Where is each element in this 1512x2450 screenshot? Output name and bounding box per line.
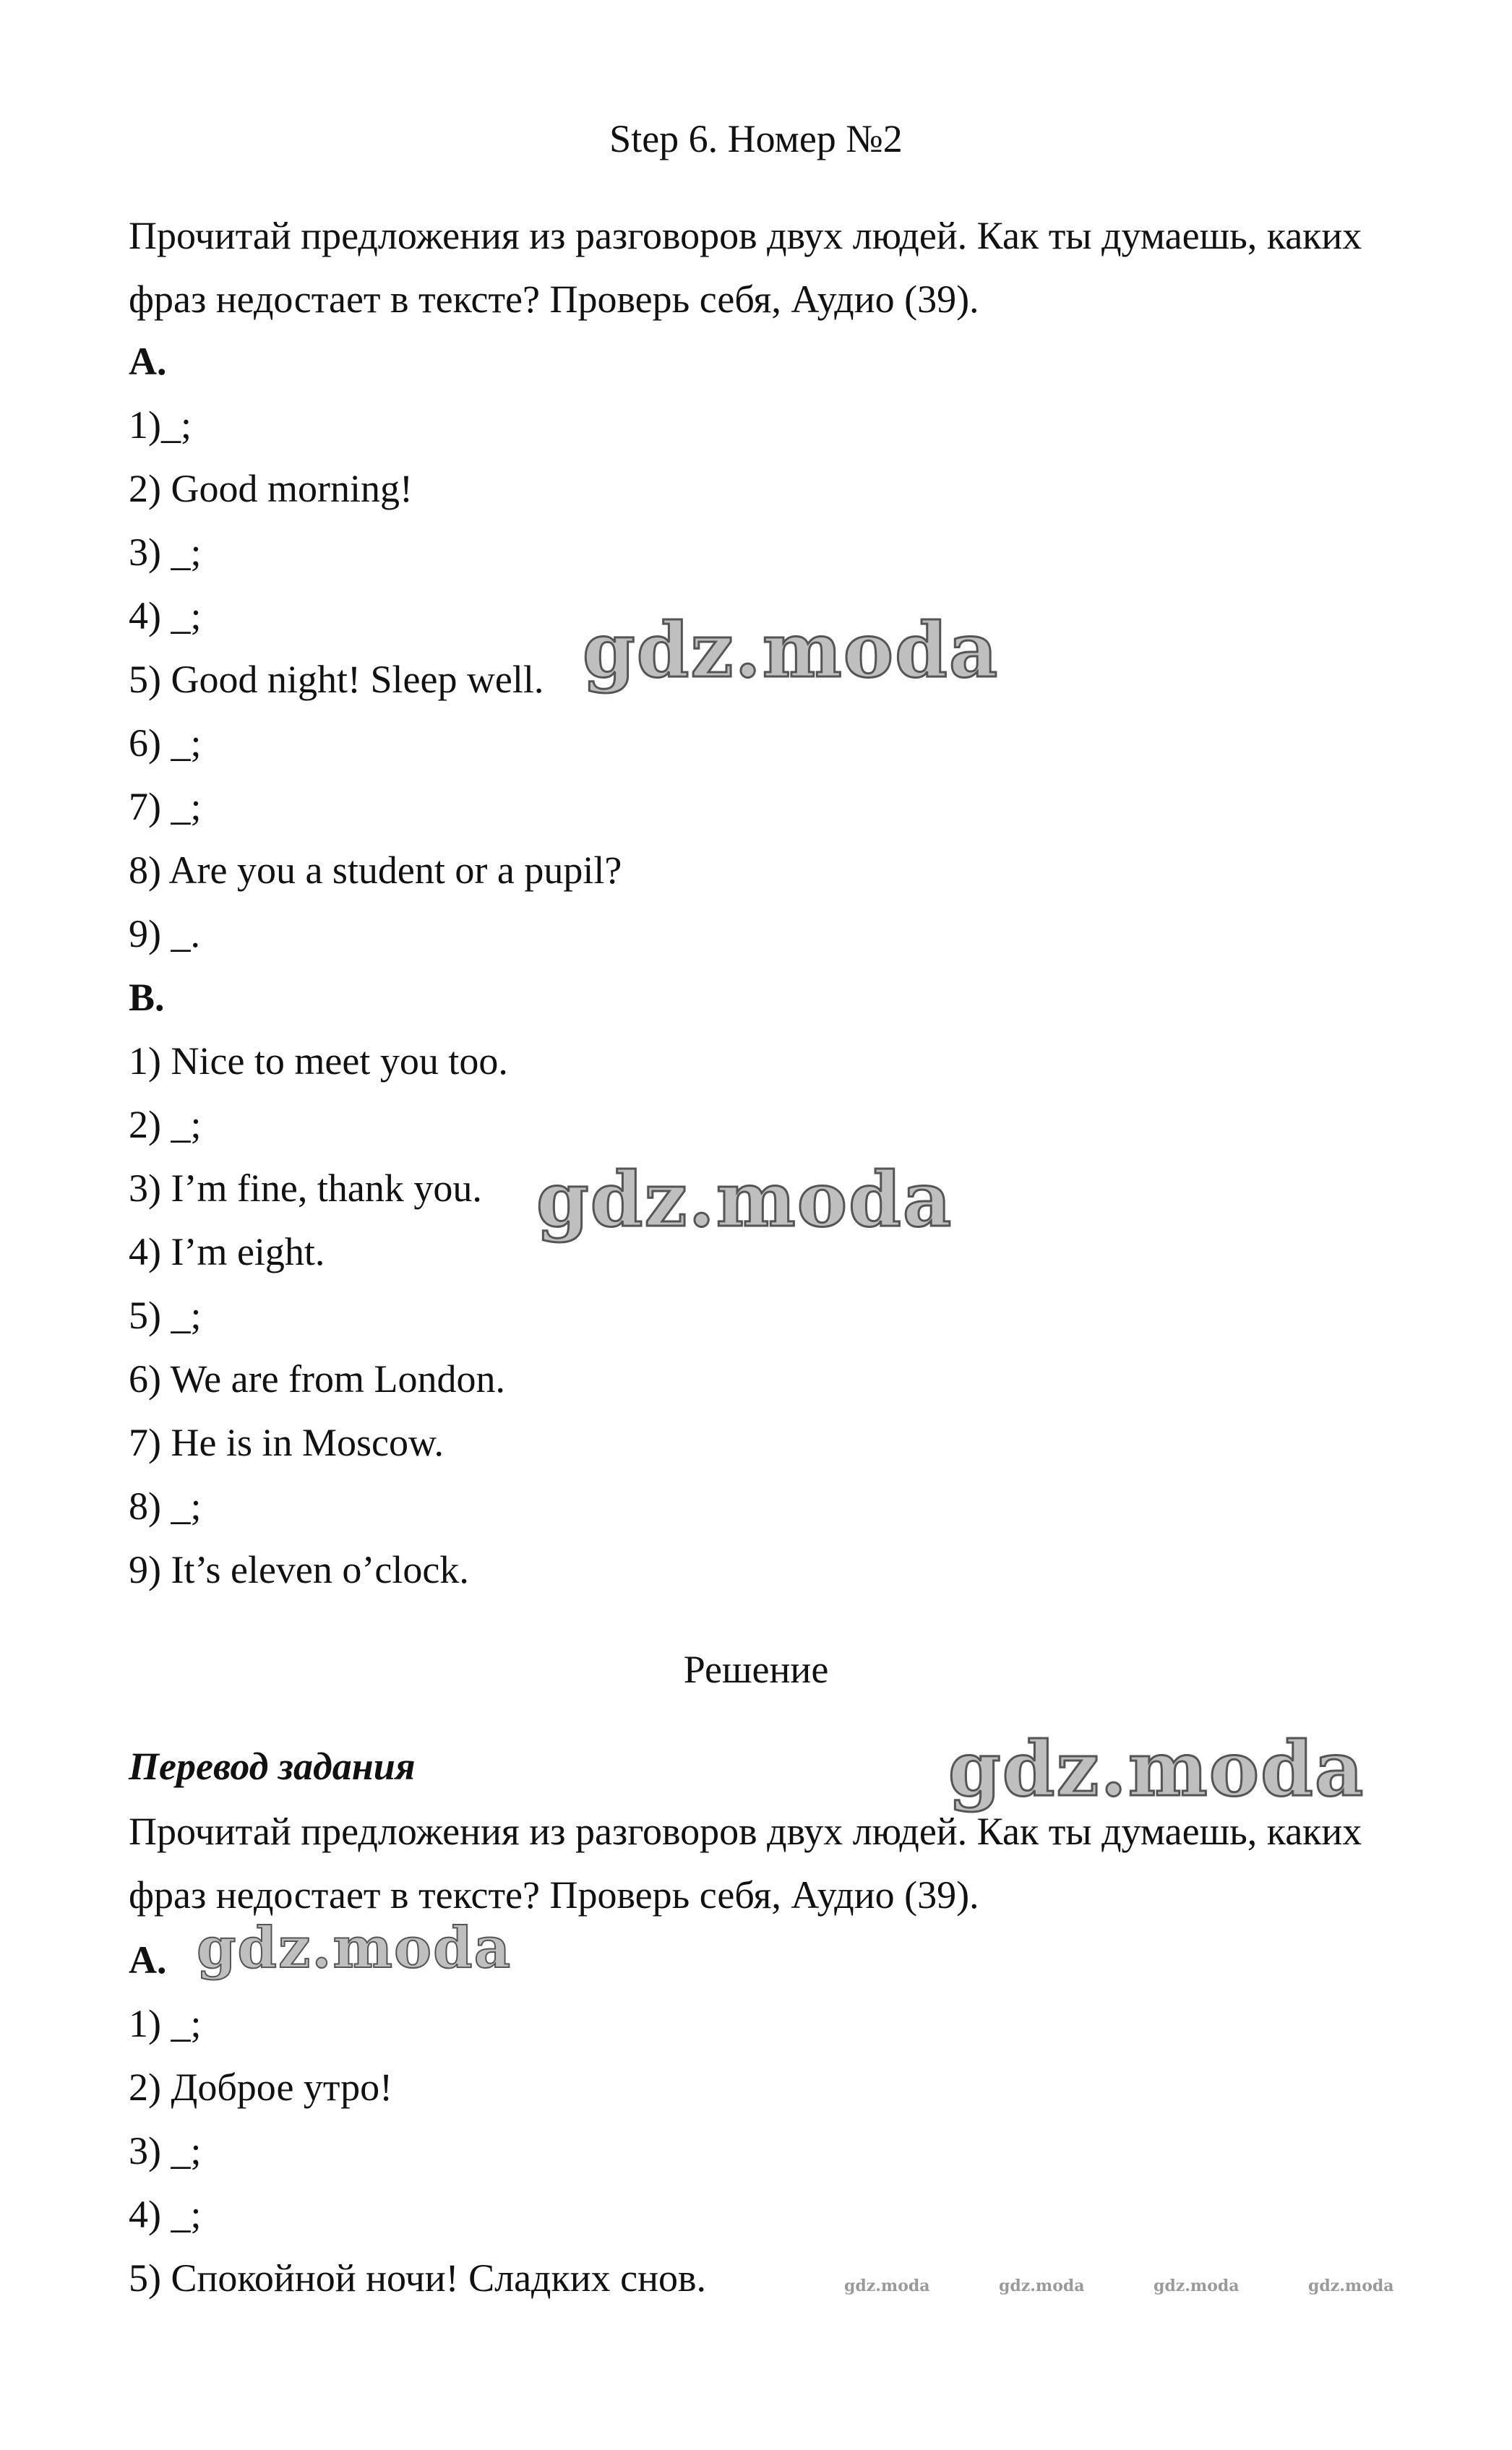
watermark-small: gdz.moda	[844, 2277, 930, 2295]
translation-section-a-item-3: 3) _;	[129, 2129, 202, 2172]
section-a-item-9: 9) _.	[129, 912, 200, 955]
translation-section-a-item-2: 2) Доброе утро!	[129, 2066, 393, 2109]
watermark-logo: gdz.moda	[197, 1915, 512, 1981]
section-a-item-4: 4) _;	[129, 594, 202, 637]
watermark-logo: gdz.moda	[948, 1724, 1365, 1813]
section-a-item-8: 8) Are you a student or a pupil?	[129, 848, 622, 892]
watermark-logo: gdz.moda	[536, 1155, 953, 1244]
section-b-item-2: 2) _;	[129, 1103, 202, 1146]
watermark-small: gdz.moda	[999, 2277, 1085, 2295]
section-b-item-1: 1) Nice to meet you too.	[129, 1039, 508, 1083]
translation-section-a-item-1: 1) _;	[129, 2002, 202, 2045]
watermark-logo: gdz.moda	[583, 606, 1000, 695]
section-b-label: B.	[129, 976, 165, 1019]
section-b-item-3: 3) I’m fine, thank you.	[129, 1166, 482, 1210]
watermark-small: gdz.moda	[1154, 2277, 1240, 2295]
section-a-label: A.	[129, 340, 167, 383]
section-b-item-4: 4) I’m eight.	[129, 1230, 325, 1273]
section-a-item-1: 1)_;	[129, 403, 192, 447]
translation-section-a-item-4: 4) _;	[129, 2193, 202, 2236]
section-a-item-7: 7) _;	[129, 785, 202, 828]
translation-section-a-label: A.	[129, 1938, 167, 1982]
solution-heading: Решение	[683, 1648, 829, 1691]
translation-heading: Перевод задания	[129, 1745, 416, 1788]
section-b-item-8: 8) _;	[129, 1484, 202, 1528]
section-a-item-5: 5) Good night! Sleep well.	[129, 658, 544, 701]
task-instruction: Прочитай предложения из разговоров двух людей. Как ты думаешь, каких фраз недостает в тексте? Проверь себя, Аудио (39).	[129, 214, 1362, 321]
section-b-item-7: 7) He is in Moscow.	[129, 1421, 444, 1464]
section-b-item-6: 6) We are from London.	[129, 1357, 505, 1401]
section-a-item-3: 3) _;	[129, 530, 202, 574]
translation-section-a-item-5: 5) Спокойной ночи! Сладких снов.	[129, 2256, 707, 2300]
watermark-small: gdz.moda	[1308, 2277, 1394, 2295]
section-a-item-6: 6) _;	[129, 721, 202, 765]
section-b-item-5: 5) _;	[129, 1294, 202, 1337]
translation-instruction: Прочитай предложения из разговоров двух людей. Как ты думаешь, каких фраз недостает в тексте? Проверь себя, Аудио (39).	[129, 1810, 1362, 1917]
page-title: Step 6. Номер №2	[609, 117, 903, 160]
section-a-item-2: 2) Good morning!	[129, 467, 413, 510]
section-b-item-9: 9) It’s eleven o’clock.	[129, 1548, 469, 1591]
